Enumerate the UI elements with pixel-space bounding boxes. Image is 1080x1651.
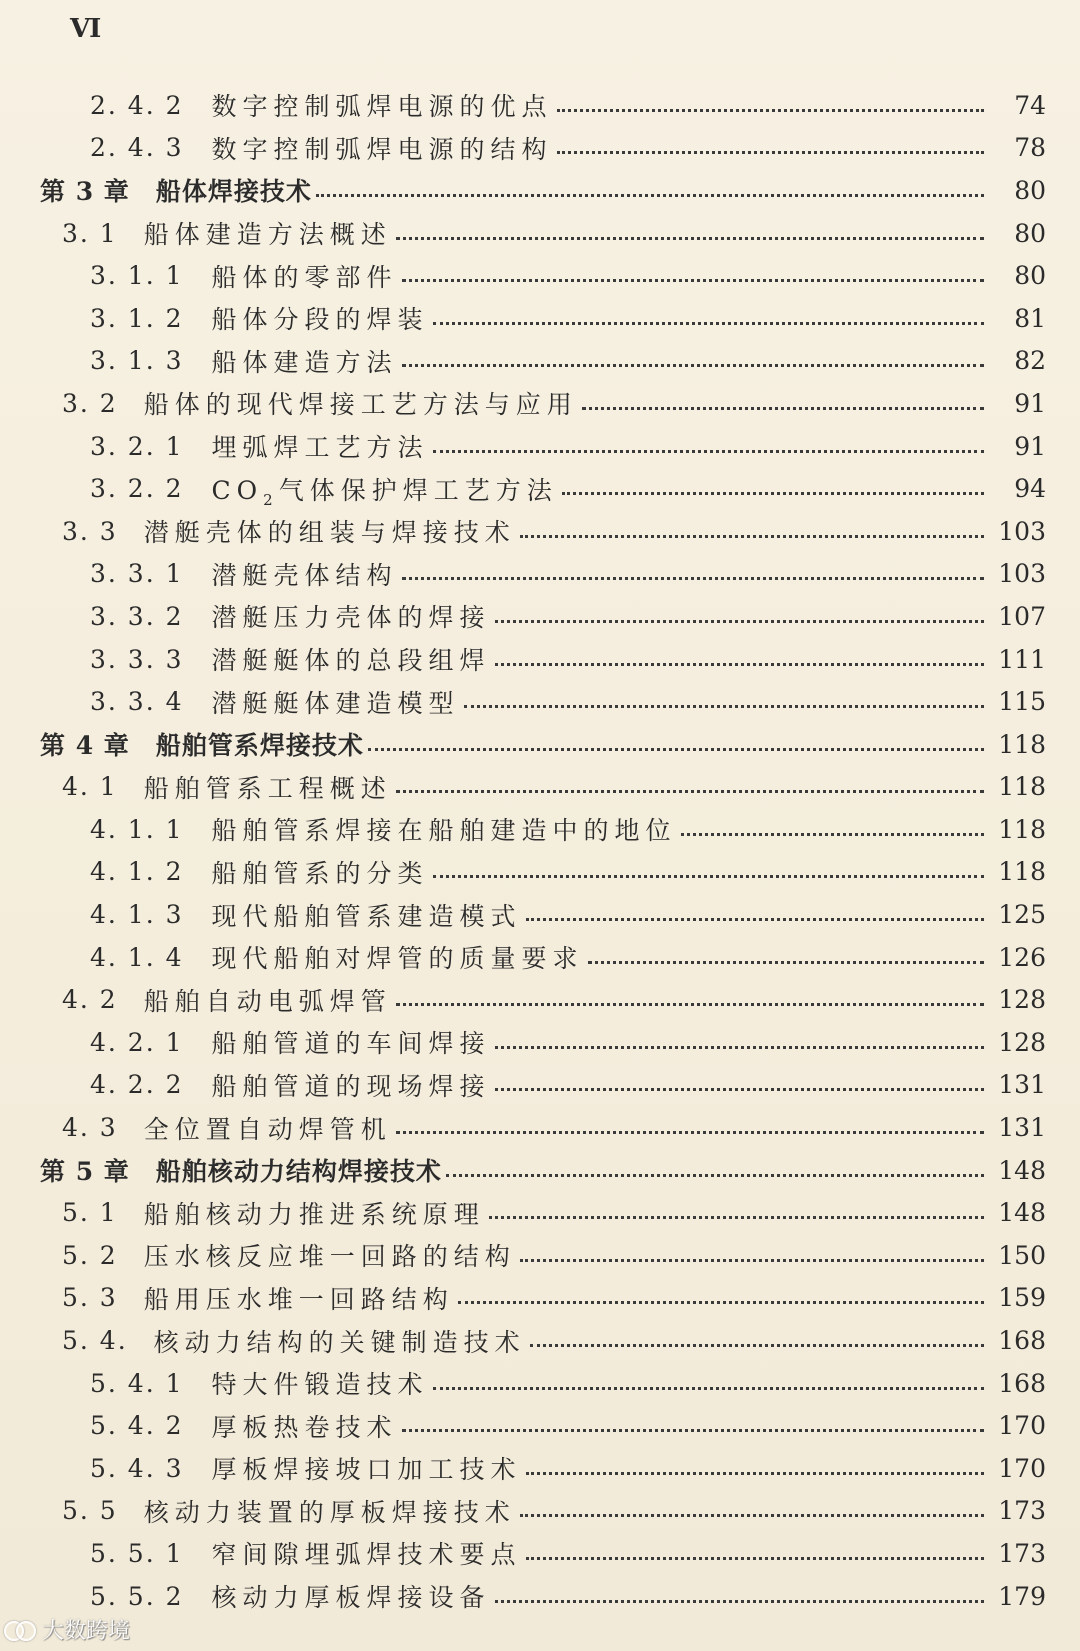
toc-entry-page: 111 bbox=[998, 644, 1046, 674]
toc-entry-title: 船舶管系工程概述 bbox=[143, 773, 392, 803]
toc-entry-page: 128 bbox=[998, 985, 1046, 1015]
toc-subsection bbox=[0, 1404, 1080, 1447]
toc-entry-page: 103 bbox=[998, 516, 1046, 546]
toc-entry-page: 94 bbox=[1014, 474, 1046, 504]
toc-entry-number: 5. 5 bbox=[62, 1496, 118, 1526]
toc-entry-page: 91 bbox=[1014, 431, 1046, 461]
toc-section bbox=[0, 1106, 1080, 1149]
dot-leader bbox=[402, 279, 984, 282]
toc-subsection bbox=[0, 425, 1080, 468]
toc-entry-number: 3. 2. 2 bbox=[90, 474, 184, 504]
toc-entry-title: 现代船舶管系建造模式 bbox=[211, 901, 522, 931]
dot-leader bbox=[464, 705, 984, 708]
toc-entry-page: 168 bbox=[998, 1368, 1046, 1398]
toc-section bbox=[0, 510, 1080, 553]
toc-entry-page: 107 bbox=[998, 601, 1046, 631]
toc-entry-page: 173 bbox=[998, 1496, 1046, 1526]
toc-entry-number: 4. 1 bbox=[62, 772, 118, 802]
toc-section bbox=[0, 212, 1080, 255]
toc-entry-number: 4. 1. 2 bbox=[90, 857, 184, 887]
toc-entry-number: 3. 1 bbox=[62, 218, 118, 248]
toc-subsection bbox=[0, 638, 1080, 681]
dot-leader bbox=[396, 237, 984, 240]
dot-leader bbox=[588, 961, 984, 964]
toc-entry-title: 船用压水堆一回路结构 bbox=[143, 1284, 454, 1314]
toc-entry-number: 3. 3. 3 bbox=[90, 644, 184, 674]
dot-leader bbox=[526, 918, 984, 921]
toc-subsection bbox=[0, 808, 1080, 851]
toc-entry-number: 3. 2 bbox=[62, 388, 118, 418]
toc-entry-number: 4. 1. 1 bbox=[90, 814, 184, 844]
toc-entry-page: 80 bbox=[1014, 261, 1046, 291]
dot-leader bbox=[396, 1131, 984, 1134]
toc-entry-number: 3. 3. 2 bbox=[90, 601, 184, 631]
toc-entry-number: 2. 4. 3 bbox=[90, 133, 184, 163]
toc-entry-number: 5. 5. 2 bbox=[90, 1581, 184, 1611]
toc-entry-number: 3. 3. 4 bbox=[90, 687, 184, 717]
toc-entry-title: 数字控制弧焊电源的优点 bbox=[211, 92, 553, 122]
dot-leader bbox=[402, 1429, 984, 1432]
toc-entry-title: 船体建造方法 bbox=[211, 347, 398, 377]
toc-entry-title: 船舶管系的分类 bbox=[211, 858, 429, 888]
toc-section bbox=[0, 766, 1080, 809]
toc-entry-title: 船体焊接技术 bbox=[155, 177, 312, 207]
toc-entry-number: 5. 4. bbox=[62, 1326, 128, 1356]
toc-chapter bbox=[0, 723, 1080, 766]
toc-entry-number: 第 4 章 bbox=[40, 731, 130, 761]
dot-leader bbox=[526, 1557, 984, 1560]
toc-entry-number: 3. 1. 1 bbox=[90, 261, 184, 291]
toc-entry-title: 船舶管道的车间焊接 bbox=[211, 1029, 491, 1059]
toc-entry-title: 船体分段的焊装 bbox=[211, 305, 429, 335]
toc-entry-title: 船舶核动力推进系统原理 bbox=[143, 1199, 485, 1229]
toc-entry-page: 170 bbox=[998, 1411, 1046, 1441]
toc-subsection bbox=[0, 936, 1080, 979]
dot-leader bbox=[495, 1088, 984, 1091]
dot-leader bbox=[495, 1600, 984, 1603]
toc-entry-title: 全位置自动焊管机 bbox=[143, 1114, 392, 1144]
toc-entry-page: 131 bbox=[998, 1113, 1046, 1143]
dot-leader bbox=[495, 620, 984, 623]
toc-entry-number: 3. 3 bbox=[62, 516, 118, 546]
toc-chapter bbox=[0, 1149, 1080, 1192]
toc-subsection bbox=[0, 595, 1080, 638]
toc-entry-page: 148 bbox=[998, 1198, 1046, 1228]
dot-leader bbox=[520, 1514, 984, 1517]
toc-entry-page: 118 bbox=[998, 857, 1046, 887]
toc-section bbox=[0, 382, 1080, 425]
table-of-contents bbox=[0, 84, 1080, 1617]
toc-section bbox=[0, 978, 1080, 1021]
toc-subsection bbox=[0, 127, 1080, 170]
toc-entry-title: 埋弧焊工艺方法 bbox=[211, 433, 429, 463]
dot-leader bbox=[520, 535, 984, 538]
toc-entry-number: 4. 2. 1 bbox=[90, 1027, 184, 1057]
toc-entry-number: 5. 5. 1 bbox=[90, 1538, 184, 1568]
dot-leader bbox=[530, 1344, 984, 1347]
toc-entry-title: 潜艇壳体结构 bbox=[211, 560, 398, 590]
toc-entry-page: 168 bbox=[998, 1326, 1046, 1356]
toc-entry-number: 4. 1. 3 bbox=[90, 900, 184, 930]
toc-entry-page: 126 bbox=[998, 942, 1046, 972]
toc-subsection bbox=[0, 467, 1080, 510]
toc-entry-title: 压水核反应堆一回路的结构 bbox=[143, 1242, 516, 1272]
toc-section bbox=[0, 1277, 1080, 1320]
dot-leader bbox=[582, 407, 984, 410]
toc-entry-number: 5. 2 bbox=[62, 1240, 118, 1270]
dot-leader bbox=[681, 833, 984, 836]
toc-subsection bbox=[0, 1447, 1080, 1490]
toc-entry-page: 148 bbox=[998, 1155, 1046, 1185]
toc-entry-page: 131 bbox=[998, 1070, 1046, 1100]
toc-subsection bbox=[0, 297, 1080, 340]
toc-subsection bbox=[0, 680, 1080, 723]
toc-entry-title: 船舶核动力结构焊接技术 bbox=[155, 1157, 442, 1187]
toc-entry-title: 厚板焊接坡口加工技术 bbox=[211, 1455, 522, 1485]
toc-entry-page: 128 bbox=[998, 1027, 1046, 1057]
dot-leader bbox=[433, 1387, 984, 1390]
toc-entry-page: 179 bbox=[998, 1581, 1046, 1611]
dot-leader bbox=[495, 663, 984, 666]
toc-entry-title: 特大件锻造技术 bbox=[211, 1370, 429, 1400]
toc-entry-page: 74 bbox=[1014, 90, 1046, 120]
dot-leader bbox=[458, 1301, 984, 1304]
toc-entry-number: 4. 1. 4 bbox=[90, 942, 184, 972]
dot-leader bbox=[368, 748, 984, 751]
toc-entry-title: 厚板热卷技术 bbox=[211, 1412, 398, 1442]
toc-entry-page: 82 bbox=[1014, 346, 1046, 376]
toc-section bbox=[0, 1490, 1080, 1533]
toc-section bbox=[0, 1234, 1080, 1277]
toc-entry-page: 78 bbox=[1014, 133, 1046, 163]
toc-entry-page: 103 bbox=[998, 559, 1046, 589]
page-number: VI bbox=[70, 14, 101, 44]
title-subscript: 2 bbox=[263, 490, 279, 509]
toc-subsection bbox=[0, 893, 1080, 936]
toc-entry-number: 第 3 章 bbox=[40, 177, 130, 207]
toc-subsection bbox=[0, 553, 1080, 596]
title-prefix: CO bbox=[211, 475, 264, 505]
dot-leader bbox=[526, 1472, 984, 1475]
dot-leader bbox=[557, 151, 984, 154]
toc-subsection bbox=[0, 84, 1080, 127]
dot-leader bbox=[489, 1216, 984, 1219]
toc-entry-number: 5. 1 bbox=[62, 1198, 118, 1228]
toc-entry-title: 潜艇壳体的组装与焊接技术 bbox=[143, 518, 516, 548]
toc-entry-number: 4. 2 bbox=[62, 985, 118, 1015]
toc-entry-number: 3. 1. 3 bbox=[90, 346, 184, 376]
toc-entry-number: 5. 4. 1 bbox=[90, 1368, 184, 1398]
toc-entry-title: 船体的零部件 bbox=[211, 262, 398, 292]
toc-entry-page: 159 bbox=[998, 1283, 1046, 1313]
double-circle-logo-icon bbox=[4, 1619, 38, 1641]
toc-entry-title: 核动力结构的关键制造技术 bbox=[153, 1327, 526, 1357]
toc-subsection bbox=[0, 1532, 1080, 1575]
toc-entry-page: 115 bbox=[998, 687, 1046, 717]
toc-entry-number: 4. 2. 2 bbox=[90, 1070, 184, 1100]
toc-section bbox=[0, 1191, 1080, 1234]
toc-subsection bbox=[0, 1362, 1080, 1405]
toc-entry-page: 150 bbox=[998, 1240, 1046, 1270]
dot-leader bbox=[402, 577, 984, 580]
toc-entry-number: 2. 4. 2 bbox=[90, 90, 184, 120]
toc-entry-number: 3. 3. 1 bbox=[90, 559, 184, 589]
toc-chapter bbox=[0, 169, 1080, 212]
toc-entry-number: 5. 3 bbox=[62, 1283, 118, 1313]
toc-entry-number: 第 5 章 bbox=[40, 1157, 130, 1187]
dot-leader bbox=[557, 109, 984, 112]
toc-entry-number: 3. 1. 2 bbox=[90, 303, 184, 333]
toc-entry-title: 船舶管系焊接在船舶建造中的地位 bbox=[211, 816, 677, 846]
dot-leader bbox=[433, 322, 984, 325]
toc-entry-page: 91 bbox=[1014, 388, 1046, 418]
dot-leader bbox=[396, 790, 984, 793]
toc-entry-page: 81 bbox=[1014, 303, 1046, 333]
toc-entry-title: 船舶管系焊接技术 bbox=[155, 731, 364, 761]
toc-entry-number: 3. 2. 1 bbox=[90, 431, 184, 461]
dot-leader bbox=[402, 364, 984, 367]
watermark bbox=[4, 1614, 130, 1645]
dot-leader bbox=[316, 194, 984, 197]
toc-entry-page: 170 bbox=[998, 1453, 1046, 1483]
toc-subsection bbox=[0, 254, 1080, 297]
toc-entry-page: 173 bbox=[998, 1538, 1046, 1568]
toc-entry-title: 潜艇压力壳体的焊接 bbox=[211, 603, 491, 633]
toc-entry-title bbox=[212, 471, 558, 507]
toc-entry-number: 4. 3 bbox=[62, 1113, 118, 1143]
toc-subsection bbox=[0, 1064, 1080, 1107]
toc-entry-title: 船舶自动电弧焊管 bbox=[143, 986, 392, 1016]
toc-entry-title: 核动力装置的厚板焊接技术 bbox=[143, 1497, 516, 1527]
toc-entry-page: 80 bbox=[1014, 175, 1046, 205]
toc-entry-page: 80 bbox=[1014, 218, 1046, 248]
dot-leader bbox=[396, 1003, 984, 1006]
toc-entry-page: 118 bbox=[998, 729, 1046, 759]
toc-entry-title: 窄间隙埋弧焊技术要点 bbox=[211, 1540, 522, 1570]
toc-entry-title: 潜艇艇体的总段组焊 bbox=[211, 646, 491, 676]
toc-entry-title: 船舶管道的现场焊接 bbox=[211, 1071, 491, 1101]
toc-subsection bbox=[0, 340, 1080, 383]
toc-entry-number: 5. 4. 2 bbox=[90, 1411, 184, 1441]
title-text: 气体保护焊工艺方法 bbox=[278, 475, 558, 505]
dot-leader bbox=[433, 450, 984, 453]
toc-entry-page: 118 bbox=[998, 814, 1046, 844]
dot-leader bbox=[562, 492, 984, 495]
toc-entry-number: 5. 4. 3 bbox=[90, 1453, 184, 1483]
toc-subsection bbox=[0, 1021, 1080, 1064]
toc-entry-title: 船体建造方法概述 bbox=[143, 220, 392, 250]
watermark-text: 大数跨境 bbox=[42, 1619, 131, 1644]
dot-leader bbox=[433, 875, 984, 878]
toc-entry-title: 核动力厚板焊接设备 bbox=[211, 1583, 491, 1613]
toc-subsection bbox=[0, 851, 1080, 894]
toc-entry-title: 现代船舶对焊管的质量要求 bbox=[211, 944, 584, 974]
dot-leader bbox=[520, 1259, 984, 1262]
toc-entry-title: 船体的现代焊接工艺方法与应用 bbox=[143, 390, 578, 420]
toc-section bbox=[0, 1319, 1080, 1362]
toc-entry-title: 潜艇艇体建造模型 bbox=[211, 688, 460, 718]
toc-entry-title: 数字控制弧焊电源的结构 bbox=[211, 134, 553, 164]
toc-subsection bbox=[0, 1575, 1080, 1618]
toc-entry-page: 125 bbox=[998, 900, 1046, 930]
dot-leader bbox=[446, 1174, 984, 1177]
toc-entry-page: 118 bbox=[998, 772, 1046, 802]
dot-leader bbox=[495, 1046, 984, 1049]
